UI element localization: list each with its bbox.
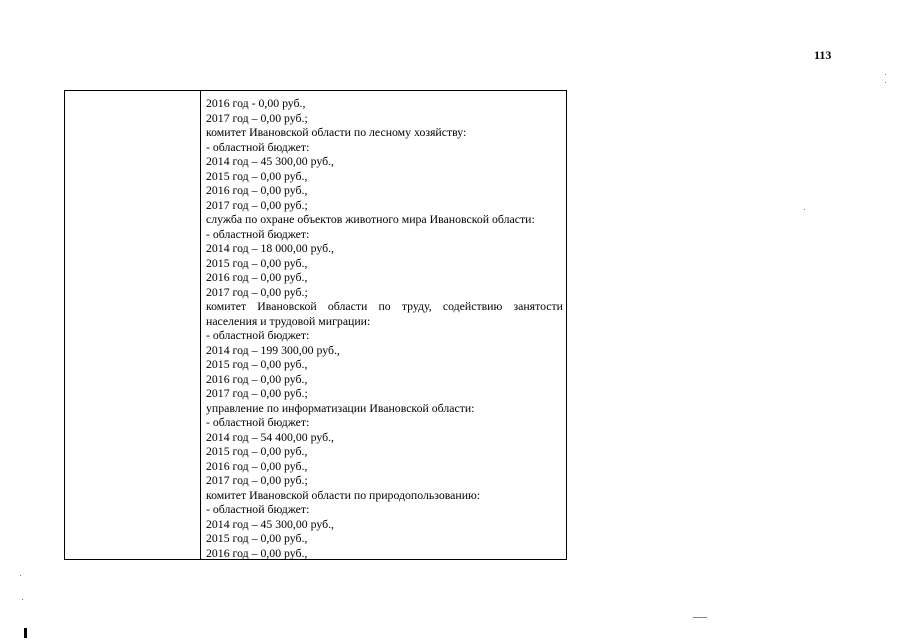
table-line: - областной бюджет: (206, 502, 310, 516)
table-line: 2016 год – 0,00 руб., (206, 458, 308, 473)
table-line: - областной бюджет: (206, 415, 310, 429)
scan-artifact-dot (885, 82, 886, 83)
table-line: 2014 год – 54 400,00 руб., (206, 429, 334, 444)
table-line: 2015 год – 0,00 руб., (206, 444, 308, 458)
scan-artifact-dot (22, 599, 23, 600)
table-line: 2014 год – 45 300,00 руб., (206, 154, 334, 168)
table-line: 2017 год – 0,00 руб.; (206, 473, 308, 487)
table-line: 2015 год – 0,00 руб., (206, 255, 308, 270)
table-line: 2016 год – 0,00 руб., (206, 371, 308, 386)
table-line: 2015 год – 0,00 руб., (206, 168, 308, 183)
table-line: комитет Ивановской области по природопользованию: (206, 487, 481, 502)
table-line: 2014 год – 18 000,00 руб., (206, 241, 334, 255)
table-line: комитет Ивановской области по лесному хозяйству: (206, 125, 467, 139)
table-line: 2016 год - 0,00 руб., (206, 96, 306, 110)
page-number: 113 (814, 48, 832, 62)
scan-artifact-mark (24, 628, 27, 638)
table-line: 2016 год – 0,00 руб., (206, 545, 308, 560)
table-line: населения и трудовой миграции: (206, 313, 371, 328)
table-line: 2017 год – 0,00 руб.; (206, 197, 308, 212)
table-right-cell (201, 91, 566, 559)
table-line: служба по охране объектов животного мира Ивановской области: (206, 212, 535, 226)
table-line: 2017 год – 0,00 руб.; (206, 386, 308, 400)
table-line: - областной бюджет: (206, 328, 310, 342)
table-line: комитет Ивановской области по труду, содействию занятости (206, 299, 563, 313)
table-line: 2015 год – 0,00 руб., (206, 531, 308, 545)
table-line: 2016 год – 0,00 руб., (206, 270, 308, 284)
table-line: 2015 год – 0,00 руб., (206, 357, 308, 371)
budget-table (64, 90, 567, 560)
scan-artifact-dash (693, 617, 707, 618)
table-line: 2014 год – 199 300,00 руб., (206, 342, 340, 357)
table-line: - областной бюджет: (206, 139, 310, 154)
table-line: 2017 год – 0,00 руб.; (206, 110, 308, 125)
table-line: управление по информатизации Ивановской области: (206, 400, 475, 415)
table-line: 2014 год – 45 300,00 руб., (206, 516, 334, 531)
table-line: 2016 год – 0,00 руб., (206, 183, 308, 197)
scan-artifact-dot (804, 209, 805, 210)
table-left-cell (65, 91, 201, 559)
table-line: - областной бюджет: (206, 226, 310, 241)
table-line: 2017 год – 0,00 руб.; (206, 284, 308, 299)
scan-artifact-dot (20, 575, 21, 576)
scan-artifact-dot (885, 74, 886, 75)
